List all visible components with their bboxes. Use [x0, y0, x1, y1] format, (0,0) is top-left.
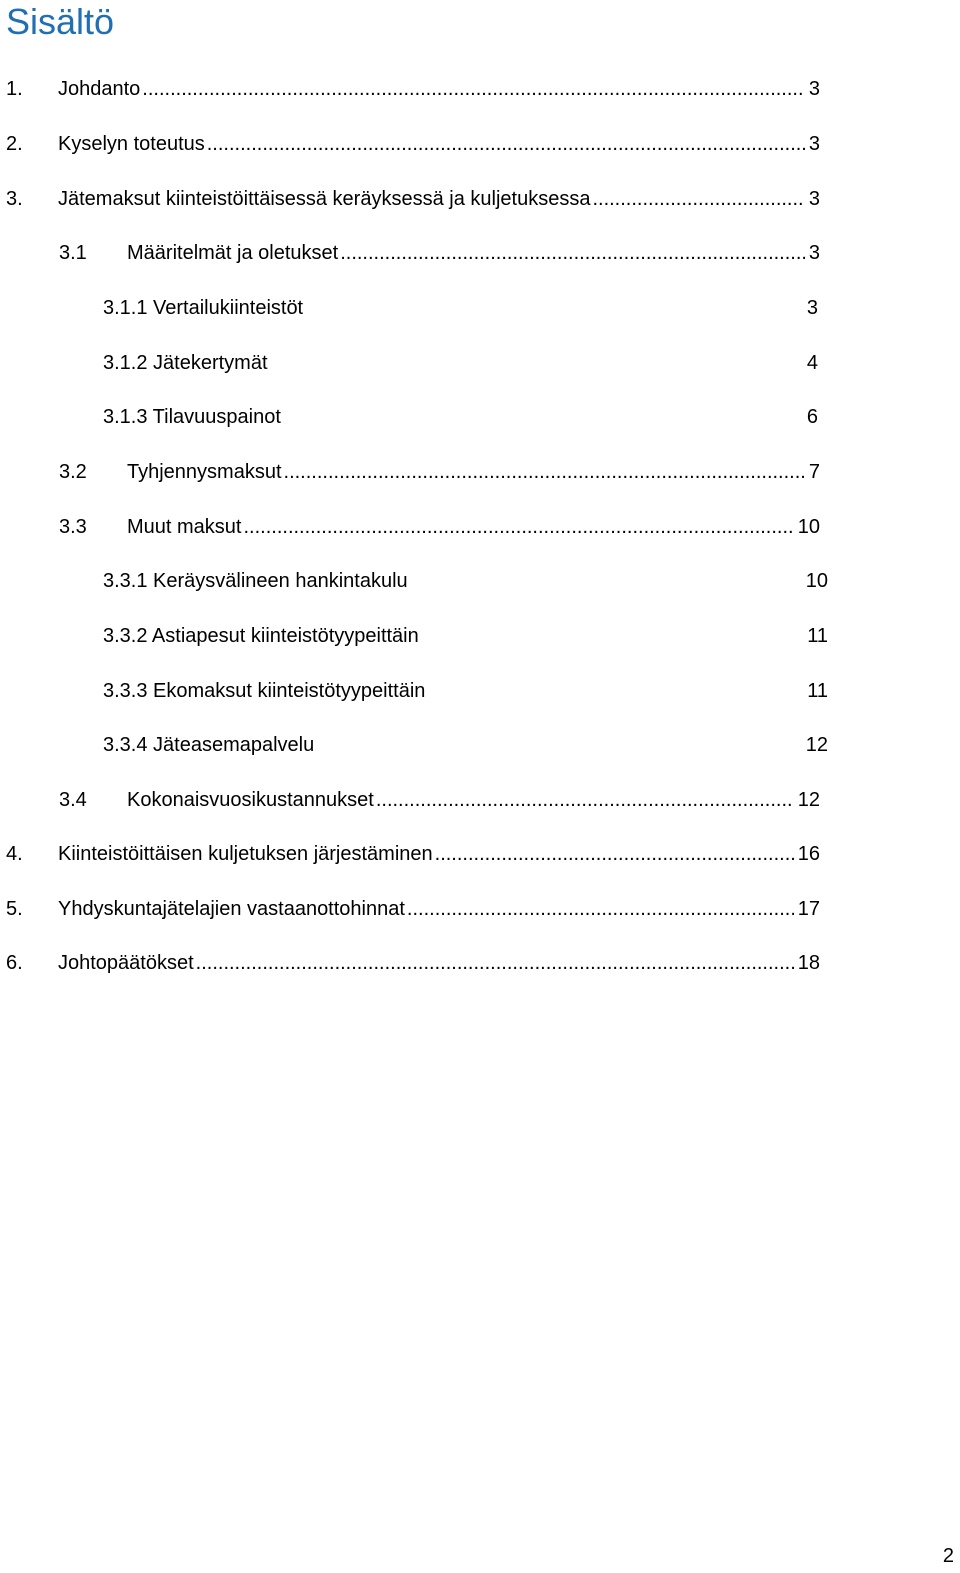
toc-entry-page: 12	[797, 789, 820, 811]
toc-entry-number: 3.	[6, 188, 23, 210]
toc-entry-page: 3	[808, 78, 820, 100]
toc-entry-number: 5.	[6, 898, 23, 920]
toc-entry-page: 10	[797, 516, 820, 538]
toc-entry-label: Johdanto	[58, 78, 141, 100]
toc-entry-number: 3.1	[59, 242, 87, 264]
toc-entry[interactable]	[103, 296, 818, 320]
toc-entry-number: 3.4	[59, 789, 87, 811]
toc-entry[interactable]	[103, 351, 818, 375]
toc-entry-page: 11	[807, 625, 828, 647]
toc-entry[interactable]	[103, 733, 828, 757]
toc-entry[interactable]	[103, 569, 828, 593]
toc-title: Sisältö	[6, 1, 115, 42]
toc-entry-label: 3.1.3 Tilavuuspainot	[103, 406, 281, 428]
toc-entry-number: 4.	[6, 843, 23, 865]
toc-entry[interactable]	[6, 842, 820, 866]
toc-dot-leader	[376, 788, 794, 812]
toc-dot-leader	[284, 460, 805, 484]
toc-entry-page: 11	[807, 680, 828, 702]
toc-entry-number: 2.	[6, 133, 23, 155]
toc-entry-label: 3.1.2 Jätekertymät	[103, 352, 268, 374]
toc-dot-leader	[340, 241, 805, 265]
toc-entry-label: Kyselyn toteutus	[58, 133, 205, 155]
page-number: 2	[942, 1545, 954, 1567]
toc-entry-label: 3.3.2 Astiapesut kiinteistötyypeittäin	[103, 625, 419, 647]
toc-entry-page: 3	[808, 242, 820, 264]
toc-entry-page: 7	[808, 461, 820, 483]
toc-entry-label: Yhdyskuntajätelajien vastaanottohinnat	[58, 898, 405, 920]
toc-entry-page: 6	[806, 406, 818, 428]
toc-entry-page: 18	[797, 952, 820, 974]
toc-dot-leader	[407, 897, 794, 921]
toc-dot-leader	[435, 842, 794, 866]
toc-entry-number: 6.	[6, 952, 23, 974]
toc-entry[interactable]	[103, 679, 828, 703]
toc-entry-number: 3.2	[59, 461, 87, 483]
toc-entry-page: 12	[805, 734, 828, 756]
toc-entry-label: 3.1.1 Vertailukiinteistöt	[103, 297, 304, 319]
toc-entry-label: Tyhjennysmaksut	[127, 461, 282, 483]
toc-entry-label: Johtopäätökset	[58, 952, 194, 974]
toc-dot-leader	[243, 515, 793, 539]
toc-entry-page: 16	[797, 843, 820, 865]
toc-entry-page: 10	[805, 570, 828, 592]
toc-entry[interactable]	[6, 77, 820, 101]
toc-entry[interactable]	[103, 624, 828, 648]
toc-entry-label: Muut maksut	[127, 516, 242, 538]
toc-entry[interactable]	[59, 515, 820, 539]
toc-entry[interactable]	[59, 241, 820, 265]
toc-entry[interactable]	[103, 405, 818, 429]
toc-dot-leader	[592, 187, 804, 211]
toc-entry-page: 3	[808, 133, 820, 155]
toc-entry[interactable]	[59, 788, 820, 812]
toc-entry-page: 3	[808, 188, 820, 210]
toc-entry-label: Kokonaisvuosikustannukset	[127, 789, 374, 811]
toc-entry-label: 3.3.1 Keräysvälineen hankintakulu	[103, 570, 408, 592]
toc-entry-label: Kiinteistöittäisen kuljetuksen järjestäminen	[58, 843, 433, 865]
toc-entry-page: 4	[806, 352, 818, 374]
toc-entry[interactable]	[6, 897, 820, 921]
toc-entry-page: 17	[797, 898, 820, 920]
toc-entry-label: 3.3.3 Ekomaksut kiinteistötyypeittäin	[103, 680, 426, 702]
toc-dot-leader	[142, 77, 805, 101]
toc-entry-label: Määritelmät ja oletukset	[127, 242, 339, 264]
toc-entry-number: 1.	[6, 78, 23, 100]
toc-entry[interactable]	[6, 132, 820, 156]
toc-entry-label: Jätemaksut kiinteistöittäisessä keräyksessä ja kuljetuksessa	[58, 188, 591, 210]
toc-dot-leader	[196, 951, 794, 975]
toc-entry[interactable]	[6, 951, 820, 975]
toc-entry-number: 3.3	[59, 516, 87, 538]
toc-entry[interactable]	[59, 460, 820, 484]
toc-entry[interactable]	[6, 187, 820, 211]
toc-entry-page: 3	[806, 297, 818, 319]
toc-dot-leader	[207, 132, 805, 156]
toc-entry-label: 3.3.4 Jäteasemapalvelu	[103, 734, 315, 756]
